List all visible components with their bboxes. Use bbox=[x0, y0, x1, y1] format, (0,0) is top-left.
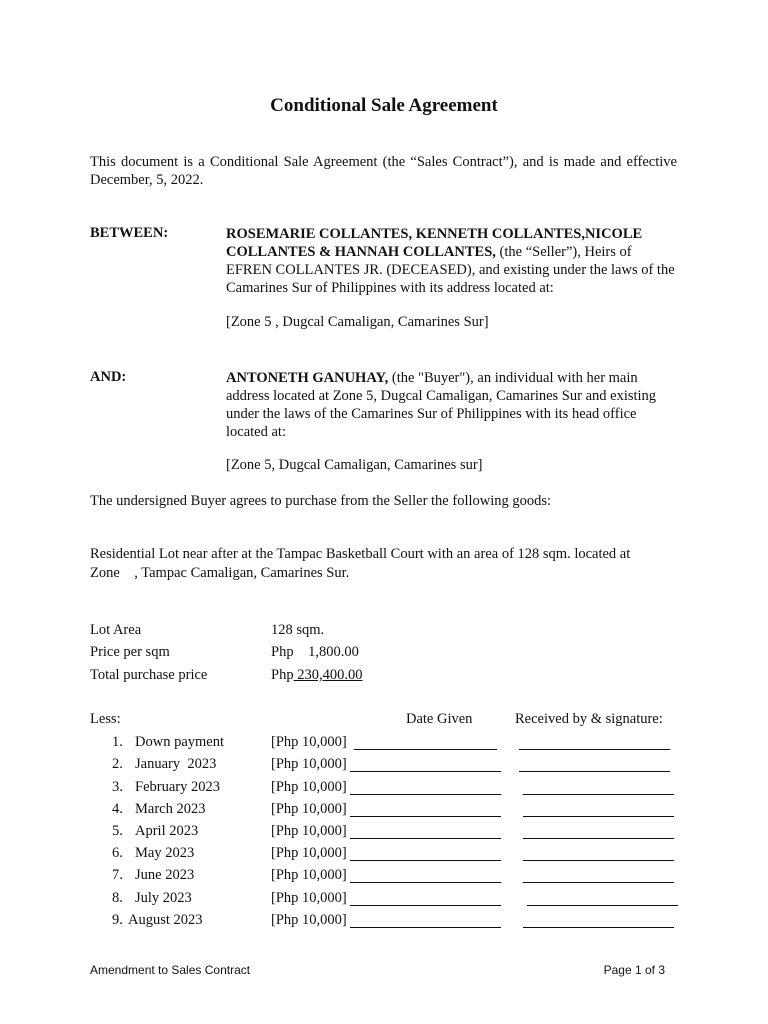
payment-amount: [Php 10,000] bbox=[271, 801, 347, 817]
payment-number: 1. bbox=[112, 734, 123, 750]
detail-label: Lot Area bbox=[90, 622, 142, 638]
intro-paragraph: This document is a Conditional Sale Agreement (the “Sales Contract”), and is made and effective December, 5, 2022. bbox=[90, 154, 677, 188]
signature-line[interactable] bbox=[523, 914, 674, 928]
payment-label: Down payment bbox=[135, 734, 224, 750]
payment-number: 3. bbox=[112, 779, 123, 795]
goods-line-1: Residential Lot near after at the Tampac Basketball Court with an area of 128 sqm. located at bbox=[90, 546, 631, 562]
payment-label: January 2023 bbox=[135, 756, 217, 772]
signature-line[interactable] bbox=[519, 758, 670, 772]
payment-amount: [Php 10,000] bbox=[271, 756, 347, 772]
signature-line[interactable] bbox=[523, 825, 674, 839]
payment-amount: [Php 10,000] bbox=[271, 845, 347, 861]
signature-line[interactable] bbox=[523, 803, 674, 817]
footer-document-name: Amendment to Sales Contract bbox=[90, 963, 251, 977]
payment-number: 4. bbox=[112, 801, 123, 817]
and-label: AND: bbox=[90, 369, 127, 385]
total-value bbox=[271, 667, 362, 684]
date-given-line[interactable] bbox=[350, 914, 501, 928]
buyer-name: ANTONETH GANUHAY, bbox=[226, 370, 389, 386]
signature-line[interactable] bbox=[523, 781, 674, 795]
between-label: BETWEEN: bbox=[90, 225, 169, 241]
seller-names: ROSEMARIE COLLANTES, KENNETH COLLANTES,NICOLE COLLANTES & HANNAH COLLANTES, bbox=[226, 226, 643, 260]
payment-amount: [Php 10,000] bbox=[271, 734, 347, 750]
date-given-line[interactable] bbox=[350, 847, 501, 861]
date-given-line[interactable] bbox=[350, 825, 501, 839]
payment-label: April 2023 bbox=[135, 823, 199, 839]
date-given-header: Date Given bbox=[406, 711, 473, 727]
agreement-line: The undersigned Buyer agrees to purchase from the Seller the following goods: bbox=[90, 493, 552, 509]
date-given-line[interactable] bbox=[354, 736, 497, 750]
payment-amount: [Php 10,000] bbox=[271, 779, 347, 795]
document-title: Conditional Sale Agreement bbox=[270, 95, 498, 116]
payment-label: August 2023 bbox=[128, 912, 203, 928]
payment-number: 9. bbox=[112, 912, 123, 928]
payment-label: June 2023 bbox=[135, 867, 195, 883]
signature-line[interactable] bbox=[523, 869, 674, 883]
payment-label: May 2023 bbox=[135, 845, 195, 861]
payment-label: July 2023 bbox=[135, 890, 192, 906]
seller-paragraph bbox=[226, 225, 678, 297]
seller-description: (the “Seller”), Heirs of EFREN COLLANTES JR. (DECEASED), and existing under the laws of the Camarines Sur of Philippines with its address located at: bbox=[226, 244, 675, 296]
detail-value: Php 1,800.00 bbox=[271, 644, 359, 660]
total-prefix: Php bbox=[271, 667, 294, 683]
total-amount: 230,400.00 bbox=[293, 667, 363, 683]
date-given-line[interactable] bbox=[350, 892, 501, 906]
less-label: Less: bbox=[90, 711, 121, 727]
date-given-line[interactable] bbox=[350, 869, 501, 883]
payment-number: 2. bbox=[112, 756, 123, 772]
buyer-paragraph bbox=[226, 369, 678, 441]
payment-label: March 2023 bbox=[135, 801, 206, 817]
payment-amount: [Php 10,000] bbox=[271, 867, 347, 883]
received-by-header: Received by & signature: bbox=[515, 711, 663, 727]
buyer-description: (the "Buyer"), an individual with her main address located at Zone 5, Dugcal Camaligan, Camarines Sur and existing under the laws of the Camarines Sur of Philippines with its head office located at: bbox=[226, 370, 657, 440]
payment-amount: [Php 10,000] bbox=[271, 890, 347, 906]
payment-amount: [Php 10,000] bbox=[271, 912, 347, 928]
date-given-line[interactable] bbox=[350, 803, 501, 817]
date-given-line[interactable] bbox=[350, 758, 501, 772]
signature-line[interactable] bbox=[527, 892, 678, 906]
signature-line[interactable] bbox=[519, 736, 670, 750]
payment-label: February 2023 bbox=[135, 779, 220, 795]
signature-line[interactable] bbox=[523, 847, 674, 861]
footer-page-number: Page 1 of 3 bbox=[603, 963, 665, 977]
buyer-address: [Zone 5, Dugcal Camaligan, Camarines sur] bbox=[226, 457, 483, 473]
payment-number: 7. bbox=[112, 867, 123, 883]
detail-value: 128 sqm. bbox=[271, 622, 325, 638]
seller-address: [Zone 5 , Dugcal Camaligan, Camarines Sur] bbox=[226, 314, 489, 330]
total-label: Total purchase price bbox=[90, 667, 208, 683]
payment-amount: [Php 10,000] bbox=[271, 823, 347, 839]
detail-label: Price per sqm bbox=[90, 644, 170, 660]
date-given-line[interactable] bbox=[350, 781, 501, 795]
payment-number: 5. bbox=[112, 823, 123, 839]
payment-number: 6. bbox=[112, 845, 123, 861]
goods-line-2: Zone , Tampac Camaligan, Camarines Sur. bbox=[90, 565, 350, 581]
payment-number: 8. bbox=[112, 890, 123, 906]
